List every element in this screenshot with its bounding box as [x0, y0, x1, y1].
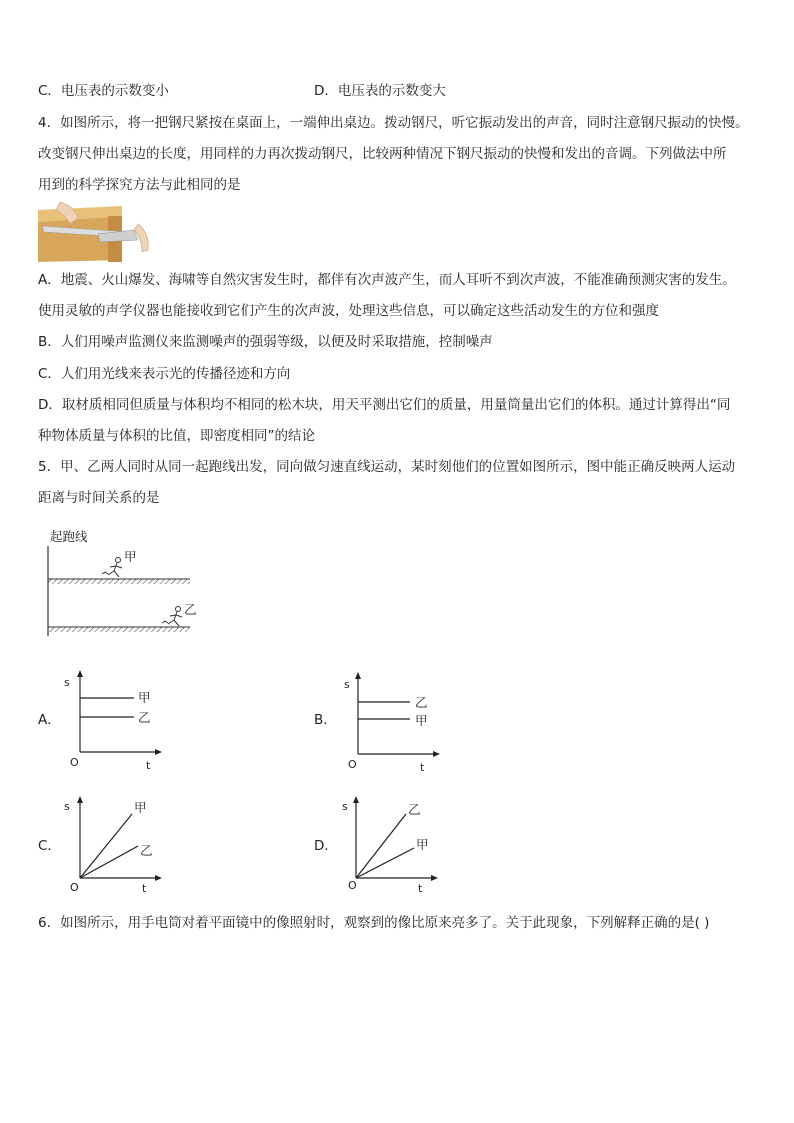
graph-b-x-arrow-icon [433, 751, 440, 757]
q5-option-c-letter: C． [38, 838, 61, 854]
graph-c-bottom-label: 乙 [140, 843, 153, 858]
graph-b-bottom-label: 甲 [415, 713, 428, 728]
graph-d-origin-label: O [348, 879, 357, 892]
q5-stem-line-1: 5．甲、乙两人同时从同一起跑线出发，同向做匀速直线运动，某时刻他们的位置如图所示，图中能正确反映两人运动 [38, 459, 736, 475]
runner-jia-label: 甲 [124, 549, 137, 564]
q5-option-b-letter: B． [314, 712, 337, 728]
graph-c-line-steep [80, 814, 132, 878]
q5-option-a-letter: A． [38, 712, 61, 728]
graph-a [62, 668, 172, 776]
q4-option-d-line-1: D．取材质相同但质量与体积均不相同的松木块，用天平测出它们的质量，用量筒量出它们的体积。通过计算得出“同 [38, 397, 731, 413]
q4-option-a-line-2: 使用灵敏的声学仪器也能接收到它们产生的次声波，处理这些信息，可以确定这些活动发生的方位和强度 [38, 303, 659, 319]
graph-d [338, 794, 450, 898]
runner-yi-label: 乙 [184, 602, 197, 617]
graph-a-top-label: 甲 [138, 690, 151, 705]
graph-b-y-arrow-icon [355, 672, 361, 679]
q5-stem-line-2: 距离与时间关系的是 [38, 490, 160, 506]
graph-d-line-shallow [356, 848, 414, 878]
graph-b-top-label: 乙 [415, 695, 428, 710]
graph-a-x-arrow-icon [155, 749, 162, 755]
graph-d-top-label: 乙 [408, 802, 421, 817]
graph-c-top-label: 甲 [134, 800, 147, 815]
graph-c-y-label: s [64, 800, 70, 813]
q3-option-c: C．电压表的示数变小 [38, 83, 169, 99]
q4-option-d-line-2: 种物体质量与体积的比值，即密度相同”的结论 [38, 428, 315, 444]
q4-option-a-line-1: A．地震、火山爆发、海啸等自然灾害发生时，都伴有次声波产生，而人耳听不到次声波，不能准确预测灾害的发生。 [38, 272, 736, 288]
graph-d-x-label: t [418, 882, 423, 895]
graph-d-y-label: s [342, 800, 348, 813]
runner-yi-icon [162, 607, 182, 627]
graph-c-line-shallow [80, 846, 138, 878]
graph-c-y-arrow-icon [77, 796, 83, 803]
graph-b-origin-label: O [348, 758, 357, 771]
graph-a-x-label: t [146, 759, 151, 772]
runner-jia-icon [102, 558, 122, 578]
graph-d-line-steep [356, 814, 406, 878]
graph-a-y-arrow-icon [77, 670, 83, 677]
q4-stem-line-3: 用到的科学探究方法与此相同的是 [38, 177, 241, 193]
track-2 [48, 627, 190, 632]
graph-d-x-arrow-icon [431, 875, 438, 881]
graph-b-y-label: s [344, 678, 350, 691]
graph-c-x-arrow-icon [155, 875, 162, 881]
graph-c-x-label: t [142, 882, 147, 895]
graph-c-origin-label: O [70, 881, 79, 894]
runners-figure [44, 524, 204, 642]
graph-c [62, 794, 172, 898]
q4-option-c: C．人们用光线来表示光的传播径迹和方向 [38, 366, 291, 382]
graph-a-y-label: s [64, 676, 70, 689]
graph-a-bottom-label: 乙 [138, 710, 151, 725]
graph-b-x-label: t [420, 761, 425, 774]
graph-b [340, 670, 450, 778]
q6-stem: 6．如图所示，用手电筒对着平面镜中的像照射时，观察到的像比原来亮多了。关于此现象，下列解释正确的是( ) [38, 915, 710, 931]
graph-d-y-arrow-icon [353, 796, 359, 803]
q4-stem-line-2: 改变钢尺伸出桌边的长度，用同样的力再次拨动钢尺，比较两种情况下钢尺振动的快慢和发出的音调。下列做法中所 [38, 146, 727, 162]
graph-d-bottom-label: 甲 [416, 837, 429, 852]
ruler-desk-photo [38, 202, 154, 262]
q4-option-b: B．人们用噪声监测仪来监测噪声的强弱等级，以便及时采取措施，控制噪声 [38, 334, 493, 350]
graph-a-origin-label: O [70, 756, 79, 769]
q3-option-d: D．电压表的示数变大 [314, 83, 446, 99]
q4-stem-line-1: 4．如图所示，将一把钢尺紧按在桌面上，一端伸出桌边。拨动钢尺，听它振动发出的声音，同时注意钢尺振动的快慢。 [38, 115, 749, 131]
track-1 [48, 579, 190, 584]
q5-option-d-letter: D． [314, 838, 338, 854]
start-line-label: 起跑线 [50, 529, 88, 544]
